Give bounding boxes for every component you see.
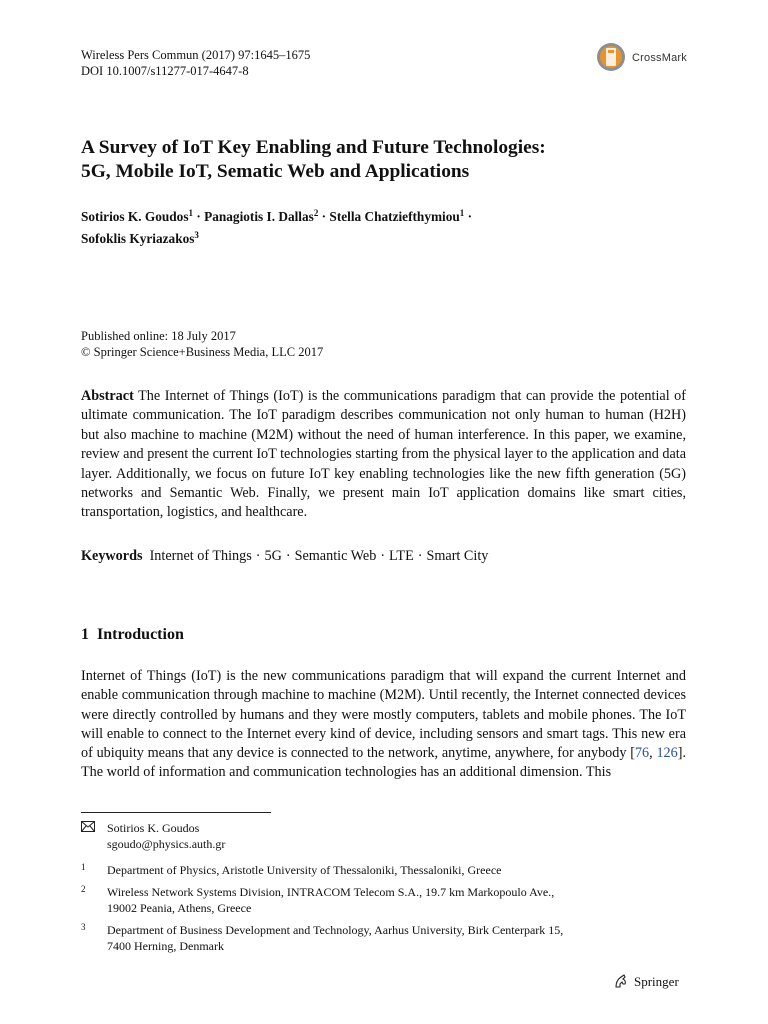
author-separator: ·: [321, 209, 327, 224]
intro-text: Internet of Things (IoT) is the new communications paradigm that will expand the current Internet and enable communication through machine to machine (M2M). Until recently, the Internet connected devices were directly controlled by humans and they were mostly computers, tablets and mobile phones. The IoT will enable to connect to the Internet every kind of device, including sensors and smart tags. This new era of ubiquity means that any device is connected to the network, anytime, anywhere, for anybody [: [81, 668, 686, 762]
footnote-divider: [81, 812, 271, 813]
section-title: Introduction: [97, 626, 184, 643]
author-separator: ·: [196, 209, 201, 224]
journal-header: [81, 47, 310, 79]
section-heading: [81, 626, 184, 644]
affiliation-text: 7400 Herning, Denmark: [107, 939, 224, 953]
keywords: [81, 547, 686, 566]
section-number: 1: [81, 626, 89, 643]
published-date: Published online: 18 July 2017: [81, 329, 236, 343]
title-line: 5G, Mobile IoT, Sematic Web and Applications: [81, 161, 470, 182]
citation-link[interactable]: 126: [656, 745, 678, 762]
crossmark-icon: [596, 42, 626, 72]
introduction-paragraph: [81, 667, 686, 783]
affiliation-marker: 1: [459, 208, 465, 218]
corresponding-author-name: Sotirios K. Goudos: [107, 821, 200, 835]
affiliation-text: Department of Business Development and Technology, Aarhus University, Birk Centerpark 15,: [107, 923, 564, 937]
title-line: A Survey of IoT Key Enabling and Future Technologies:: [81, 137, 546, 158]
crossmark-label: CrossMark: [632, 52, 687, 64]
keyword: Semantic Web: [294, 548, 377, 564]
affiliation-text: 19002 Peania, Athens, Greece: [107, 901, 252, 915]
abstract: [81, 387, 686, 523]
publication-info: [81, 328, 323, 360]
citation-link[interactable]: 76: [634, 745, 650, 762]
journal-citation: Wireless Pers Commun (2017) 97:1645–1675: [81, 48, 311, 62]
author-name: Sofoklis Kyriazakos: [81, 231, 195, 246]
keyword-separator: ·: [380, 548, 386, 564]
author-list: [81, 206, 701, 250]
author-name: Panagiotis I. Dallas: [204, 209, 314, 224]
affiliation-marker: 3: [194, 230, 199, 240]
corresponding-author-email[interactable]: sgoudo@physics.auth.gr: [107, 837, 226, 851]
paper-title: [81, 136, 701, 184]
affiliation-number: 2: [81, 884, 86, 894]
keyword-separator: ·: [285, 548, 291, 564]
keywords-label: Keywords: [81, 548, 143, 564]
intro-text: ]. The world of information and communication technologies has an additional dimension. This: [81, 745, 687, 781]
keyword: 5G: [264, 548, 282, 564]
affiliation-marker: 1: [188, 208, 194, 218]
crossmark-badge[interactable]: [596, 42, 692, 76]
abstract-text: The Internet of Things (IoT) is the communications paradigm that can provide the potential of ultimate communication. The IoT paradigm describes communication not only human to human (H2H) but also machine to machine (M2M) without the need of human interference. In this paper, we examine, review and present the current IoT technologies starting from the physical layer to the application and data layer. Additionally, we focus on future IoT key enabling technologies like the new fifth generation (5G) networks and Semantic Web. Finally, we present main IoT application domains like smart cities, transportation, logistics, and healthcare.: [81, 388, 686, 521]
abstract-label: Abstract: [81, 388, 134, 404]
affiliation-marker: 2: [313, 208, 319, 218]
publisher-name: Springer: [634, 974, 679, 989]
doi[interactable]: DOI 10.1007/s11277-017-4647-8: [81, 64, 249, 78]
envelope-icon: [81, 821, 95, 832]
author-name: Stella Chatziefthymiou: [329, 209, 460, 224]
affiliation-text: Department of Physics, Aristotle University of Thessaloniki, Thessaloniki, Greece: [107, 863, 502, 877]
springer-horse-icon: [612, 972, 630, 990]
publisher-logo: [612, 972, 692, 992]
keyword: Internet of Things: [149, 548, 252, 564]
keyword-separator: ·: [255, 548, 261, 564]
keyword: LTE: [389, 548, 414, 564]
affiliation-number: 3: [81, 922, 86, 932]
keyword: Smart City: [426, 548, 489, 564]
author-separator: ·: [467, 209, 473, 224]
copyright-notice: © Springer Science+Business Media, LLC 2017: [81, 345, 324, 359]
citation-separator: ,: [649, 745, 657, 762]
affiliation-number: 1: [81, 862, 86, 872]
keyword-separator: ·: [417, 548, 423, 564]
affiliation-text: Wireless Network Systems Division, INTRACOM Telecom S.A., 19.7 km Markopoulo Ave.,: [107, 885, 555, 899]
author-name: Sotirios K. Goudos: [81, 209, 189, 224]
